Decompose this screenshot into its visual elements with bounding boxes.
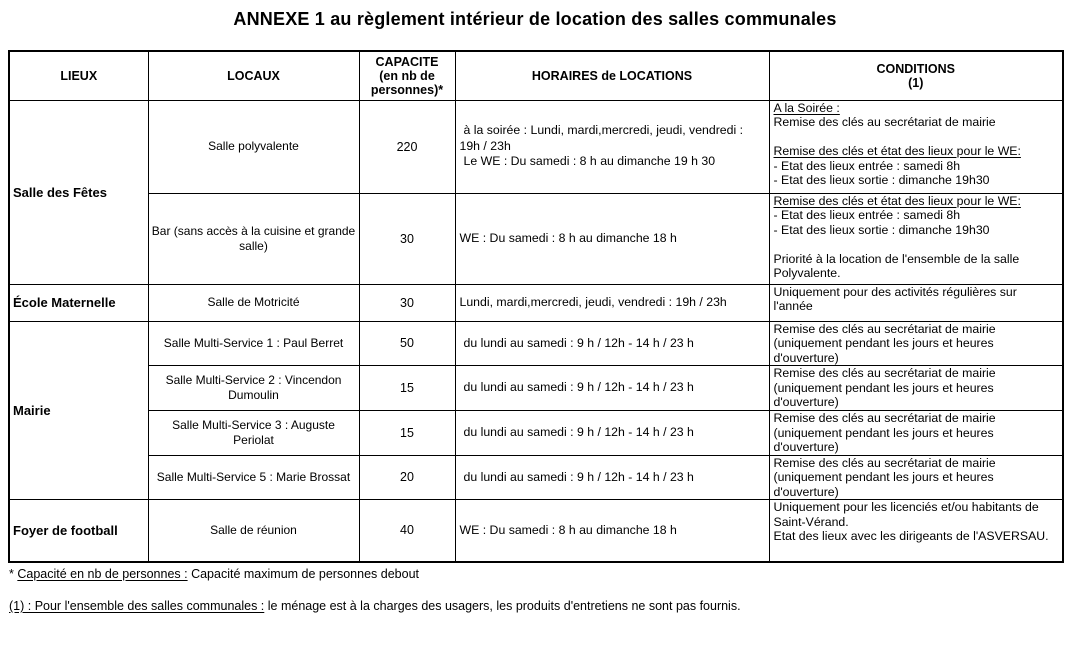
conditions-line: Remise des clés au secrétariat de mairie (uniquement pendant les jours et heures d'ouverture) [773, 321, 996, 365]
local-cell: Bar (sans accès à la cuisine et grande salle) [148, 193, 359, 284]
conditions-cell [769, 500, 1063, 562]
horaires-line: du lundi au samedi : 9 h / 12h - 14 h / 23 h [463, 469, 694, 484]
conditions-cell [769, 193, 1063, 284]
conditions-header-line: (1) [908, 75, 924, 90]
conditions-line: - Etat des lieux sortie : dimanche 19h30 [773, 222, 990, 237]
horaires-line: Le WE : Du samedi : 8 h au dimanche 19 h 30 [463, 154, 716, 169]
footnote-capacite-text: Capacité maximum de personnes debout [187, 567, 419, 581]
capacite-cell: 30 [359, 284, 455, 321]
conditions-line: Remise des clés au secrétariat de mairie [773, 115, 996, 129]
capacite-cell: 220 [359, 100, 455, 193]
local-cell: Salle de réunion [148, 500, 359, 562]
conditions-cell [769, 100, 1063, 193]
table-row [9, 284, 1063, 321]
col-header-locaux: LOCAUX [148, 51, 359, 100]
conditions-cell [769, 366, 1063, 411]
table-row [9, 321, 1063, 366]
table-row [9, 455, 1063, 500]
local-cell: Salle Multi-Service 1 : Paul Berret [148, 321, 359, 366]
conditions-line: Remise des clés au secrétariat de mairie (uniquement pendant les jours et heures d'ouverture) [773, 366, 996, 409]
lieu-cell-ecole-maternelle: École Maternelle [9, 284, 148, 321]
horaires-cell [455, 411, 769, 456]
horaires-cell [455, 366, 769, 411]
horaires-line: du lundi au samedi : 9 h / 12h - 14 h / 23 h [463, 380, 694, 395]
col-header-conditions [769, 51, 1063, 100]
conditions-line: - Etat des lieux entrée : samedi 8h [773, 158, 961, 173]
table-row [9, 411, 1063, 456]
conditions-line: Remise des clés et état des lieux pour le WE: [773, 193, 1021, 208]
conditions-cell [769, 284, 1063, 321]
capacite-cell: 30 [359, 193, 455, 284]
header-row [9, 51, 1063, 100]
conditions-line: Priorité à la location de l'ensemble de la salle Polyvalente. [773, 251, 1020, 280]
horaires-cell [455, 100, 769, 193]
table-row [9, 100, 1063, 193]
horaires-line: du lundi au samedi : 9 h / 12h - 14 h / 23 h [463, 425, 694, 439]
footnote-menage-text: le ménage est à la charges des usagers, les produits d'entretiens ne sont pas fournis. [264, 599, 741, 613]
capacite-cell: 50 [359, 321, 455, 366]
conditions-line: - Etat des lieux sortie : dimanche 19h30 [773, 173, 990, 187]
local-cell: Salle polyvalente [148, 100, 359, 193]
capacite-cell: 15 [359, 411, 455, 456]
conditions-line: A la Soirée : [773, 100, 840, 115]
capacite-cell: 15 [359, 366, 455, 411]
horaires-line: WE : Du samedi : 8 h au dimanche 18 h [459, 230, 677, 245]
conditions-line: Uniquement pour des activités régulières sur l'année [773, 284, 1017, 313]
local-cell: Salle Multi-Service 3 : Auguste Periolat [148, 411, 359, 456]
col-header-capacite [359, 51, 455, 100]
conditions-line: Remise des clés au secrétariat de mairie (uniquement pendant les jours et heures d'ouverture) [773, 411, 996, 454]
col-header-horaires: HORAIRES de LOCATIONS [455, 51, 769, 100]
horaires-line: WE : Du samedi : 8 h au dimanche 18 h [459, 522, 677, 537]
capacite-cell: 40 [359, 500, 455, 562]
conditions-cell [769, 321, 1063, 366]
horaires-cell [455, 455, 769, 500]
lieu-cell-foyer-de-football: Foyer de football [9, 500, 148, 562]
horaires-cell [455, 500, 769, 562]
conditions-cell [769, 455, 1063, 500]
horaires-cell [455, 193, 769, 284]
local-cell: Salle Multi-Service 5 : Marie Brossat [148, 455, 359, 500]
conditions-line: - Etat des lieux entrée : samedi 8h [773, 208, 961, 222]
local-cell: Salle de Motricité [148, 284, 359, 321]
salles-table [8, 50, 1064, 563]
horaires-line: à la soirée : Lundi, mardi,mercredi, jeudi, vendredi : 19h / 23h [459, 123, 744, 153]
capacite-header-line: personnes)* [370, 82, 444, 97]
horaires-cell [455, 321, 769, 366]
conditions-line [774, 237, 1060, 252]
footnotes [9, 567, 741, 631]
table-row [9, 366, 1063, 411]
lieu-cell-mairie: Mairie [9, 321, 148, 500]
footnote-capacite-term: Capacité en nb de personnes : [17, 567, 188, 581]
horaires-line: du lundi au samedi : 9 h / 12h - 14 h / 23 h [463, 335, 694, 350]
footnote-capacite [9, 567, 741, 581]
conditions-line: Remise des clés au secrétariat de mairie (uniquement pendant les jours et heures d'ouverture) [773, 455, 996, 499]
conditions-cell [769, 411, 1063, 456]
conditions-line [774, 130, 1060, 145]
conditions-line: Etat des lieux avec les dirigeants de l'ASVERSAU. [773, 529, 1049, 543]
horaires-line: Lundi, mardi,mercredi, jeudi, vendredi : 19h / 23h [459, 294, 727, 309]
footnote-menage [9, 599, 741, 613]
capacite-header-line: CAPACITE [375, 54, 439, 69]
local-cell: Salle Multi-Service 2 : Vincendon Dumoulin [148, 366, 359, 411]
conditions-line: Remise des clés et état des lieux pour le WE: [773, 144, 1021, 158]
table-row [9, 193, 1063, 284]
footnote-asterisk: * [9, 567, 18, 581]
footnote-menage-term: (1) : Pour l'ensemble des salles communales : [9, 599, 265, 613]
conditions-line: Uniquement pour les licenciés et/ou habitants de Saint-Vérand. [773, 500, 1039, 529]
col-header-lieux: LIEUX [9, 51, 148, 100]
capacite-header-line: (en nb de [379, 68, 435, 83]
table-row [9, 500, 1063, 562]
lieu-cell-salle-des-fetes: Salle des Fêtes [9, 100, 148, 284]
horaires-cell [455, 284, 769, 321]
conditions-header-line: CONDITIONS [876, 61, 955, 76]
page-title: ANNEXE 1 au règlement intérieur de location des salles communales [233, 9, 837, 29]
capacite-cell: 20 [359, 455, 455, 500]
